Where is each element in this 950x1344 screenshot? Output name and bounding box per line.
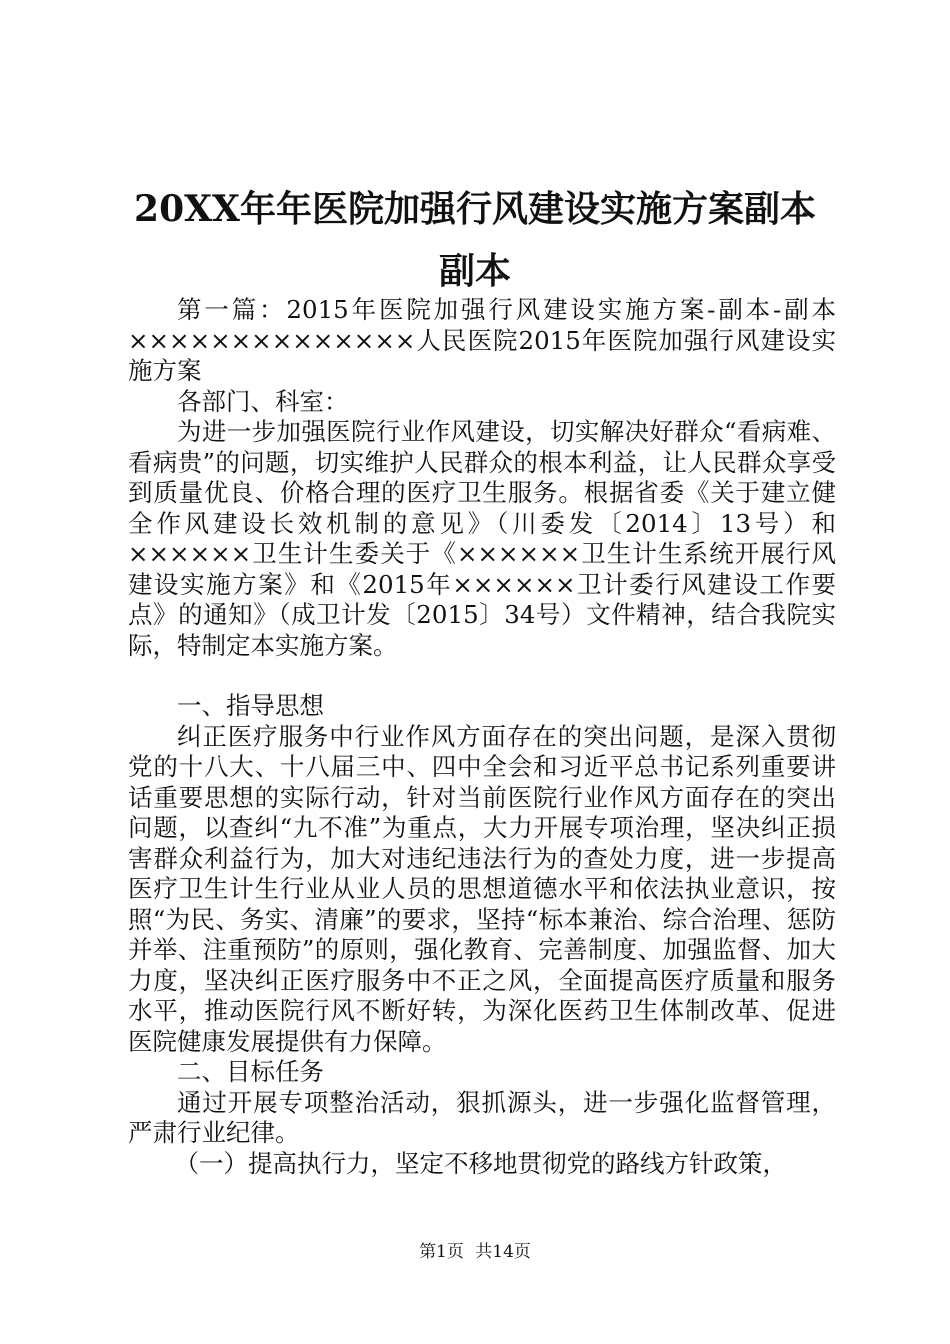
paragraph-salutation: 各部门、科室： xyxy=(177,386,349,416)
paragraph-intro: 第一篇：2015年医院加强行风建设实施方案-副本-副本××××××××××××××人民医院2015年医院加强行风建设实施方案 xyxy=(128,295,836,385)
document-body xyxy=(128,295,836,1179)
document-title: 20XX年年医院加强行风建设实施方案副本副本 xyxy=(134,188,816,292)
section-heading-objectives: 二、目标任务 xyxy=(177,1057,324,1086)
paragraph-objectives: 通过开展专项整治活动，狠抓源头，进一步强化监督管理，严肃行业纪律。 xyxy=(128,1087,836,1147)
paragraph-purpose: 为进一步加强医院行业作风建设，切实解决好群众“看病难、看病贵”的问题，切实维护人民群众的根本利益，让人民群众享受到质量优良、价格合理的医疗卫生服务。根据省委《关于建立健全作风建设长效机制的意见》（川委发〔2014〕13号）和××××××卫生计生委关于《××××××卫生计生系统开展行风建设实施方案》和《2015年××××××卫计委行风建设工作要点》的通知》（成卫计发〔2015〕34号）文件精神，结合我院实际，特制定本实施方案。 xyxy=(128,417,836,660)
paragraph-item-1: （一）提高执行力，坚定不移地贯彻党的路线方针政策， xyxy=(174,1148,788,1178)
page-footer: 第1页 共14页 xyxy=(419,1242,531,1262)
paragraph-guiding-ideology: 纠正医疗服务中行业作风方面存在的突出问题，是深入贯彻党的十八大、十八届三中、四中全会和习近平总书记系列重要讲话重要思想的实际行动，针对当前医院行业作风方面存在的突出问题，以查纠“九不准”为重点，大力开展专项治理，坚决纠正损害群众利益行为，加大对违纪违法行为的查处力度，进一步提高医疗卫生计生行业从业人员的思想道德水平和依法执业意识，按照“为民、务实、清廉”的要求，坚持“标本兼治、综合治理、惩防并举、注重预防”的原则，强化教育、完善制度、加强监督、加大力度，坚决纠正医疗服务中不正之风，全面提高医疗质量和服务水平，推动医院行风不断好转，为深化医药卫生体制改革、促进医院健康发展提供有力保障。 xyxy=(128,721,836,1056)
section-heading-guiding-ideology: 一、指导思想 xyxy=(177,691,324,720)
